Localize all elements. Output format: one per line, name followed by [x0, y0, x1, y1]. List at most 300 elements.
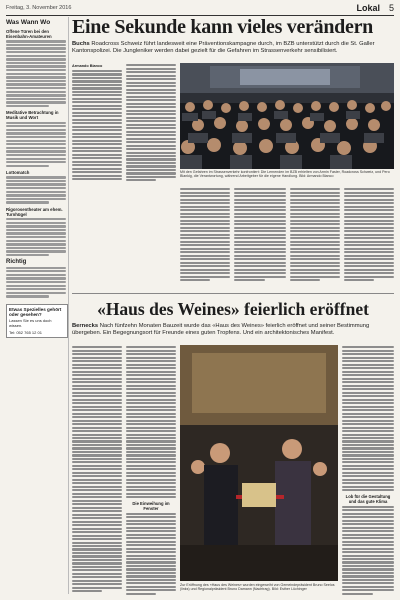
- text-line: [126, 99, 176, 101]
- text-line: [126, 399, 176, 401]
- text-line: [6, 73, 66, 75]
- text-line: [126, 148, 176, 150]
- text-line: [72, 140, 122, 142]
- text-line: [342, 548, 394, 550]
- text-line: [72, 454, 122, 456]
- text-line: [126, 475, 176, 477]
- text-line: [126, 548, 176, 550]
- text-line: [126, 409, 176, 411]
- text-line: [6, 285, 66, 287]
- text-line: [342, 551, 394, 553]
- text-line: [290, 258, 340, 260]
- text-line: [342, 486, 394, 488]
- text-line: [126, 406, 176, 408]
- text-line: [6, 44, 66, 46]
- text-line: [6, 122, 66, 124]
- text-line: [290, 188, 340, 190]
- text-line: [6, 101, 66, 103]
- text-line: [126, 131, 176, 133]
- text-line: [180, 220, 230, 222]
- text-line: [72, 154, 122, 156]
- text-line: [342, 371, 394, 373]
- text-line: [126, 579, 176, 581]
- text-line: [72, 150, 122, 152]
- text-line: [180, 248, 230, 250]
- text-line: [6, 229, 66, 231]
- text-line: [6, 150, 66, 152]
- text-line: [72, 486, 122, 488]
- text-line: [234, 258, 286, 260]
- text-line: [6, 98, 66, 100]
- text-line: [72, 413, 122, 415]
- text-line: [342, 579, 394, 581]
- text-line: [72, 178, 122, 180]
- text-line: [234, 216, 286, 218]
- text-line: [344, 269, 394, 271]
- text-line: [72, 521, 122, 523]
- text-line: [180, 230, 230, 232]
- text-line: [342, 454, 394, 456]
- text-line: [342, 385, 394, 387]
- text-line: [6, 250, 66, 252]
- text-line: [6, 161, 66, 163]
- text-line: [6, 105, 49, 107]
- text-line: [72, 122, 122, 124]
- text-line: [6, 183, 66, 185]
- text-line: [290, 237, 340, 239]
- text-line: [72, 378, 122, 380]
- text-line: [72, 112, 122, 114]
- text-line: [342, 399, 394, 401]
- article2-caption-text: Zur Eröffnung des «Haus des Weines» wurden eingeweiht von Gemeindepräsident Bruno Seelos (links) und Regionalpräsident Bruno Damann (Nachtrag).: [180, 583, 335, 592]
- text-line: [344, 209, 394, 211]
- text-line: [234, 195, 286, 197]
- text-line: [72, 500, 122, 502]
- article1-lower-columns: [72, 187, 394, 287]
- text-line: [342, 572, 394, 574]
- text-line: [126, 416, 176, 418]
- text-line: [290, 220, 340, 222]
- text-line: [126, 350, 176, 352]
- text-line: [126, 113, 176, 115]
- text-line: [180, 209, 230, 211]
- text-line: [342, 472, 394, 474]
- text-line: [126, 145, 176, 147]
- text-line: [6, 94, 66, 96]
- text-line: [234, 244, 286, 246]
- text-line: [6, 180, 66, 182]
- text-line: [342, 475, 394, 477]
- article-divider: [72, 293, 394, 294]
- text-line: [6, 91, 66, 93]
- sidebar-was-wann-wo: [6, 17, 69, 594]
- text-line: [6, 83, 66, 85]
- text-line: [234, 276, 286, 278]
- text-line: [342, 434, 394, 436]
- page-header: [6, 3, 394, 15]
- text-line: [290, 251, 340, 253]
- text-line: [126, 544, 176, 546]
- text-line: [342, 541, 394, 543]
- text-line: [290, 230, 340, 232]
- text-line: [126, 92, 176, 94]
- text-line: [344, 188, 394, 190]
- text-line: [180, 216, 230, 218]
- text-line: [72, 381, 122, 383]
- text-line: [72, 420, 122, 422]
- text-line: [6, 201, 49, 203]
- article1-lead: [72, 41, 394, 55]
- text-line: [126, 593, 156, 595]
- text-line: [72, 461, 122, 463]
- text-line: [72, 91, 122, 93]
- text-line: [72, 580, 122, 582]
- text-line: [126, 413, 176, 415]
- text-line: [234, 202, 286, 204]
- text-line: [126, 68, 176, 70]
- article1-photo: [180, 63, 394, 169]
- text-line: [126, 440, 176, 442]
- text-line: [72, 468, 122, 470]
- text-line: [344, 241, 394, 243]
- text-line: [234, 272, 286, 274]
- text-line: [72, 590, 102, 592]
- text-line: [126, 451, 176, 453]
- text-line: [234, 255, 286, 257]
- text-line: [234, 220, 286, 222]
- text-line: [344, 216, 394, 218]
- text-line: [126, 64, 176, 66]
- text-line: [72, 437, 122, 439]
- text-line: [126, 447, 176, 449]
- text-line: [72, 374, 122, 376]
- text-line: [126, 461, 176, 463]
- text-line: [6, 218, 66, 220]
- text-line: [126, 479, 176, 481]
- text-line: [72, 573, 122, 575]
- text-line: [342, 388, 394, 390]
- text-line: [344, 213, 394, 215]
- text-line: [344, 220, 394, 222]
- text-line: [342, 520, 394, 522]
- text-line: [72, 364, 122, 366]
- text-line: [342, 555, 394, 557]
- text-line: [72, 528, 122, 530]
- text-line: [290, 241, 340, 243]
- text-line: [126, 360, 176, 362]
- text-line: [180, 192, 230, 194]
- text-line: [72, 587, 122, 589]
- text-line: [344, 262, 394, 264]
- article1-col-4: [234, 187, 286, 287]
- text-line: [126, 486, 176, 488]
- text-line: [72, 552, 122, 554]
- text-line: [126, 179, 156, 181]
- text-line: [126, 568, 176, 570]
- text-line: [126, 437, 176, 439]
- text-line: [180, 244, 230, 246]
- text-line: [126, 586, 176, 588]
- text-line: [126, 165, 176, 167]
- text-line: [126, 110, 176, 112]
- text-line: [180, 265, 230, 267]
- article2-subhead: Lob für die Gestaltung und das gute Klima: [345, 494, 391, 505]
- text-line: [6, 80, 66, 82]
- text-line: [126, 496, 176, 498]
- text-line: [126, 534, 176, 536]
- text-line: [126, 346, 176, 348]
- text-line: [180, 202, 230, 204]
- text-line: [180, 276, 230, 278]
- text-line: [342, 416, 394, 418]
- text-line: [342, 353, 394, 355]
- article2-subhead: Die Einweihung im Fenster: [132, 501, 170, 512]
- article2-lead-text: Nach fünfzehn Monaten Bauzeit wurde das «Haus des Weines» feierlich eröffnet und seiner Bestimmung übergeben. Ein Begegnungsort für Freunde eines guten Tropfens. Und ein architektonisches Manifest.: [72, 323, 370, 336]
- text-line: [342, 458, 394, 460]
- text-line: [342, 413, 394, 415]
- sidebar-title: Was Wann Wo: [6, 19, 51, 26]
- text-line: [72, 569, 122, 571]
- text-line: [126, 520, 176, 522]
- text-line: [126, 423, 176, 425]
- text-line: [344, 248, 394, 250]
- section-name: Lokal: [356, 3, 380, 13]
- text-line: [72, 566, 122, 568]
- text-line: [180, 272, 230, 274]
- text-line: [72, 175, 122, 177]
- text-line: [72, 73, 122, 75]
- issue-date: Freitag, 3. November 2016: [6, 5, 72, 11]
- text-line: [342, 537, 394, 539]
- text-line: [342, 406, 394, 408]
- text-line: [6, 158, 66, 160]
- text-line: [234, 188, 286, 190]
- text-line: [180, 213, 230, 215]
- text-line: [126, 430, 176, 432]
- text-line: [126, 378, 176, 380]
- text-line: [72, 164, 122, 166]
- text-line: [72, 388, 122, 390]
- text-line: [234, 209, 286, 211]
- text-line: [126, 82, 176, 84]
- text-line: [344, 279, 374, 281]
- article1-col-1: [72, 63, 122, 181]
- text-line: [290, 276, 340, 278]
- text-line: [72, 94, 122, 96]
- text-line: [72, 392, 122, 394]
- text-line: [126, 555, 176, 557]
- text-line: [126, 172, 176, 174]
- text-line: [290, 206, 340, 208]
- text-line: [72, 507, 122, 509]
- text-line: [342, 586, 394, 588]
- reader-tip-phone: Tel: 052 765 12 01: [9, 329, 42, 335]
- text-line: [342, 360, 394, 362]
- text-line: [342, 530, 394, 532]
- article1-photo-credit: Bild: Armando Bianco: [299, 174, 334, 179]
- text-line: [6, 191, 66, 193]
- text-line: [72, 126, 122, 128]
- text-line: [6, 65, 66, 67]
- text-line: [72, 458, 122, 460]
- text-line: [6, 40, 66, 42]
- text-line: [6, 187, 66, 189]
- text-line: [72, 409, 122, 411]
- text-line: [126, 124, 176, 126]
- text-line: [342, 489, 394, 491]
- text-line: [72, 545, 122, 547]
- text-line: [344, 237, 394, 239]
- text-line: [126, 169, 176, 171]
- text-line: [344, 202, 394, 204]
- text-line: [342, 346, 394, 348]
- text-line: [72, 371, 122, 373]
- text-line: [126, 96, 176, 98]
- text-line: [126, 155, 176, 157]
- text-line: [126, 385, 176, 387]
- text-line: [126, 395, 176, 397]
- text-line: [344, 206, 394, 208]
- text-line: [342, 374, 394, 376]
- text-line: [6, 147, 66, 149]
- text-line: [126, 572, 176, 574]
- text-line: [344, 265, 394, 267]
- text-line: [126, 367, 176, 369]
- text-line: [342, 593, 373, 595]
- text-line: [126, 392, 176, 394]
- text-line: [72, 133, 122, 135]
- text-line: [6, 247, 66, 249]
- text-line: [72, 119, 122, 121]
- text-line: [180, 227, 230, 229]
- text-line: [72, 406, 122, 408]
- text-line: [72, 576, 122, 578]
- text-line: [342, 544, 394, 546]
- text-line: [342, 367, 394, 369]
- text-line: [342, 558, 394, 560]
- text-line: [72, 440, 122, 442]
- text-line: [180, 234, 230, 236]
- text-line: [6, 132, 66, 134]
- text-line: [180, 258, 230, 260]
- text-line: [72, 353, 122, 355]
- text-line: [290, 234, 340, 236]
- text-line: [72, 147, 122, 149]
- text-line: [234, 227, 286, 229]
- text-line: [126, 472, 176, 474]
- text-line: [234, 199, 286, 201]
- text-line: [126, 357, 176, 359]
- text-line: [72, 583, 122, 585]
- text-line: [72, 482, 122, 484]
- text-line: [180, 195, 230, 197]
- text-line: [234, 248, 286, 250]
- text-line: [126, 158, 176, 160]
- text-line: [126, 420, 176, 422]
- text-line: [180, 262, 230, 264]
- text-line: [6, 236, 66, 238]
- text-line: [6, 176, 66, 178]
- text-line: [342, 575, 394, 577]
- text-line: [6, 240, 66, 242]
- text-line: [72, 115, 122, 117]
- text-line: [290, 279, 320, 281]
- text-line: [342, 509, 394, 511]
- text-line: [126, 381, 176, 383]
- text-line: [126, 353, 176, 355]
- text-line: [72, 562, 122, 564]
- text-line: [126, 513, 176, 515]
- page-number: 5: [388, 3, 394, 13]
- text-line: [72, 524, 122, 526]
- text-line: [72, 70, 122, 72]
- text-line: [126, 493, 176, 495]
- text-line: [126, 371, 176, 373]
- text-line: [342, 392, 394, 394]
- audience-photo-image: [180, 63, 394, 169]
- text-line: [126, 516, 176, 518]
- text-line: [344, 230, 394, 232]
- text-line: [6, 76, 66, 78]
- text-line: [234, 265, 286, 267]
- text-line: [290, 248, 340, 250]
- text-line: [72, 430, 122, 432]
- text-line: [126, 106, 176, 108]
- text-line: [72, 427, 122, 429]
- article2-caption: [180, 583, 338, 591]
- text-line: [342, 479, 394, 481]
- text-line: [72, 451, 122, 453]
- main-content: [72, 17, 394, 594]
- text-line: [342, 402, 394, 404]
- text-line: [126, 458, 176, 460]
- text-line: [180, 255, 230, 257]
- text-line: [6, 267, 66, 269]
- text-line: [126, 565, 176, 567]
- text-line: [234, 234, 286, 236]
- text-line: [126, 530, 176, 532]
- text-line: [126, 103, 176, 105]
- text-line: [72, 105, 122, 107]
- text-line: [342, 357, 394, 359]
- text-line: [342, 451, 394, 453]
- text-line: [126, 120, 176, 122]
- text-line: [342, 561, 394, 563]
- text-line: [290, 223, 340, 225]
- text-line: [6, 295, 49, 297]
- text-line: [126, 482, 176, 484]
- article1-lead-text: Roadcross Schweiz führt landesweit eine Präventionskampagne durch, im BZB unterstützt durch die St. Galler Kantonspolizei. Die Jungleniker werden dabei gezielt für die Gefahren im Strassenverkehr sensibilisiert.: [72, 41, 375, 54]
- text-line: [180, 269, 230, 271]
- text-line: [290, 216, 340, 218]
- text-line: [72, 171, 122, 173]
- text-line: [342, 381, 394, 383]
- text-line: [234, 206, 286, 208]
- text-line: [72, 98, 122, 100]
- text-line: [342, 582, 394, 584]
- text-line: [342, 440, 394, 442]
- text-line: [72, 399, 122, 401]
- text-line: [72, 346, 122, 348]
- text-line: [6, 270, 66, 272]
- text-line: [126, 541, 176, 543]
- text-line: [72, 101, 122, 103]
- text-line: [126, 468, 176, 470]
- text-line: [342, 589, 394, 591]
- text-line: [72, 161, 122, 163]
- opening-photo-image: [180, 345, 338, 581]
- text-line: [342, 468, 394, 470]
